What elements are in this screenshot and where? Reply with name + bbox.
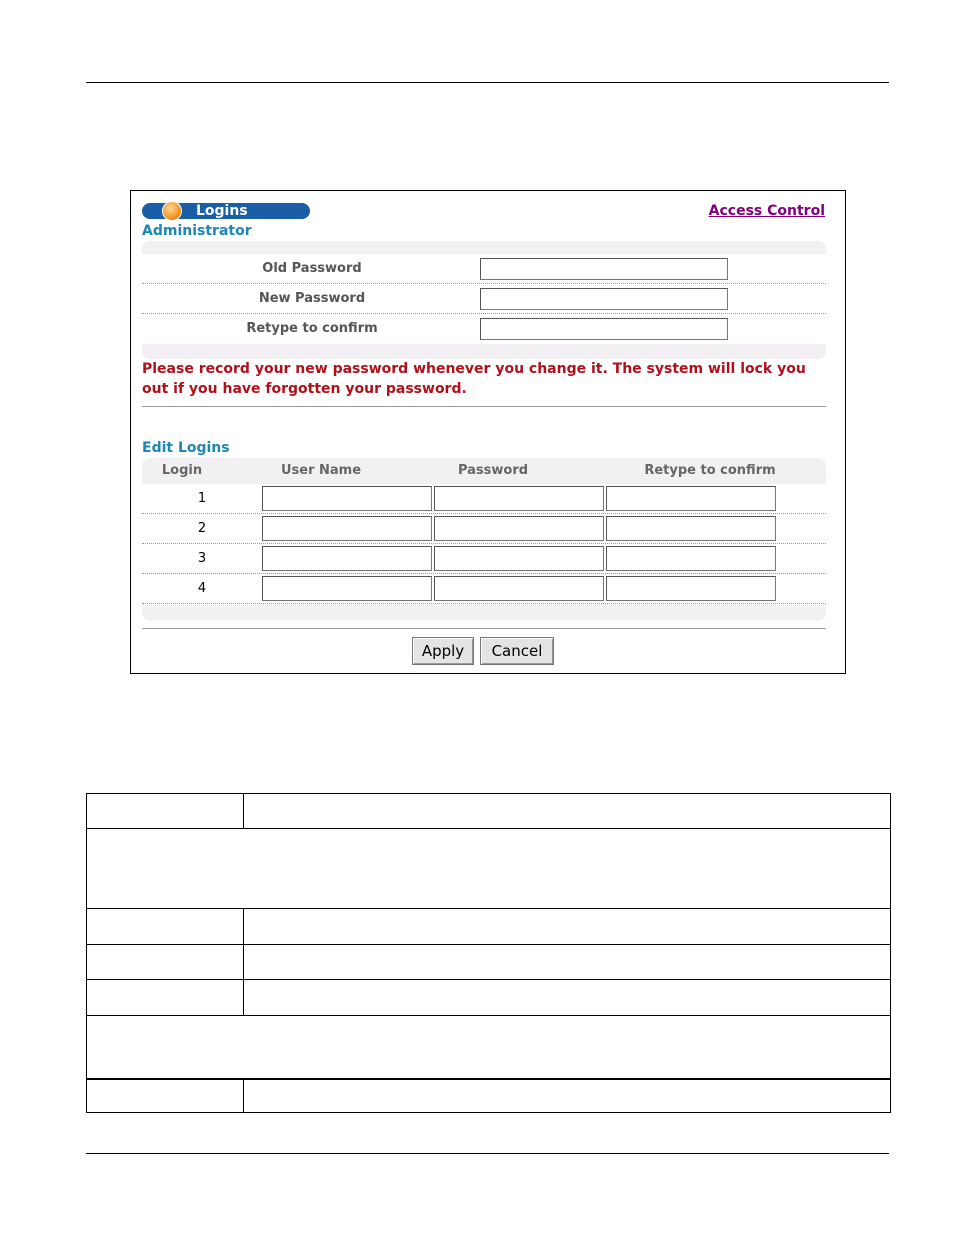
col-user-name: User Name xyxy=(280,463,362,478)
new-password-label: New Password xyxy=(258,291,366,306)
table-cell xyxy=(87,909,244,945)
retype-input[interactable] xyxy=(606,576,776,601)
table-row xyxy=(87,909,891,945)
table-cell xyxy=(244,945,891,980)
password-input[interactable] xyxy=(434,516,604,541)
login-number: 3 xyxy=(197,551,207,566)
user-name-input[interactable] xyxy=(262,546,432,571)
new-password-input[interactable] xyxy=(480,288,728,310)
table-row xyxy=(87,980,891,1016)
table-row xyxy=(142,544,826,574)
login-number: 2 xyxy=(197,521,207,536)
logins-title-banner xyxy=(142,203,310,219)
page-title: Logins xyxy=(196,203,248,219)
table-cell xyxy=(87,1016,891,1079)
cancel-button[interactable]: Cancel xyxy=(480,637,554,665)
password-warning: Please record your new password whenever you change it. The system will lock you out if you have forgotten your password. xyxy=(142,361,806,397)
password-input[interactable] xyxy=(434,546,604,571)
table-cell xyxy=(87,794,244,829)
table-row xyxy=(87,945,891,980)
table-cell xyxy=(244,909,891,945)
table-cell xyxy=(244,1079,891,1113)
col-login: Login xyxy=(161,463,203,478)
administrator-title: Administrator xyxy=(142,223,252,239)
retype-password-row xyxy=(142,314,826,344)
login-number: 1 xyxy=(197,491,207,506)
old-password-input[interactable] xyxy=(480,258,728,280)
table-row xyxy=(87,1016,891,1079)
retype-input[interactable] xyxy=(606,546,776,571)
old-password-row xyxy=(142,254,826,284)
retype-input[interactable] xyxy=(606,486,776,511)
login-number: 4 xyxy=(197,581,207,596)
table-cell xyxy=(244,794,891,829)
divider xyxy=(142,406,826,407)
table-cell xyxy=(244,980,891,1016)
table-row xyxy=(87,829,891,909)
logins-screenshot xyxy=(130,190,846,674)
password-input[interactable] xyxy=(434,576,604,601)
table-cell xyxy=(87,1079,244,1113)
table-row xyxy=(87,794,891,829)
new-password-row xyxy=(142,284,826,314)
table-row xyxy=(142,514,826,544)
table-cell xyxy=(87,829,891,909)
retype-input[interactable] xyxy=(606,516,776,541)
table-row xyxy=(142,484,826,514)
password-input[interactable] xyxy=(434,486,604,511)
apply-button[interactable]: Apply xyxy=(412,637,474,665)
divider xyxy=(142,628,826,629)
table-row xyxy=(142,574,826,604)
table-row xyxy=(87,1079,891,1113)
administrator-panel xyxy=(142,241,826,359)
user-name-input[interactable] xyxy=(262,486,432,511)
description-table xyxy=(86,793,891,1113)
edit-logins-title: Edit Logins xyxy=(142,440,230,456)
edit-logins-panel xyxy=(142,458,826,620)
orb-icon xyxy=(162,201,182,221)
table-cell xyxy=(87,945,244,980)
page-header-rule xyxy=(86,82,889,83)
old-password-label: Old Password xyxy=(262,261,362,276)
user-name-input[interactable] xyxy=(262,516,432,541)
access-control-link[interactable]: Access Control xyxy=(708,203,825,219)
col-password: Password xyxy=(457,463,529,478)
retype-password-input[interactable] xyxy=(480,318,728,340)
page-footer-rule xyxy=(86,1153,889,1154)
table-cell xyxy=(87,980,244,1016)
retype-password-label: Retype to confirm xyxy=(246,321,378,336)
user-name-input[interactable] xyxy=(262,576,432,601)
col-retype: Retype to confirm xyxy=(644,463,776,478)
table-header xyxy=(142,458,826,484)
